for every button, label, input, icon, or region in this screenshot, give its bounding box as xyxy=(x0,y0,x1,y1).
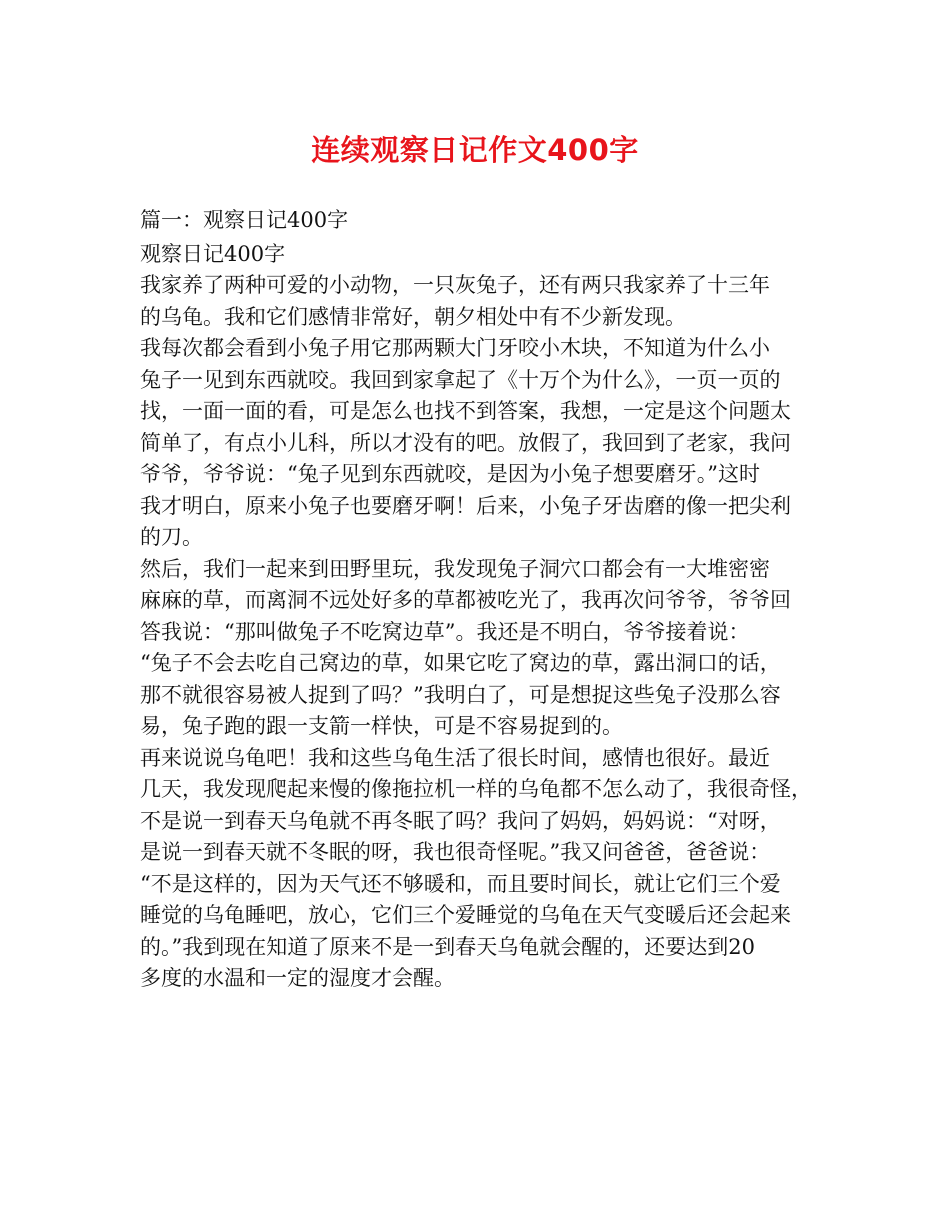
text-line: 简单了，有点小儿科，所以才没有的吧。放假了，我回到了老家，我问 xyxy=(140,430,791,455)
text-line: 兔子一见到东西就咬。我回到家拿起了《十万个为什么》，一页一页的 xyxy=(140,367,781,392)
text-line: 不是说一到春天乌龟就不再冬眠了吗？我问了妈妈，妈妈说：“对呀， xyxy=(140,808,781,833)
section-heading: 篇一：观察日记400字 xyxy=(140,208,349,232)
article-body xyxy=(140,205,812,995)
text-line: 那不就很容易被人捉到了吗？”我明白了，可是想捉这些兔子没那么容 xyxy=(140,682,781,707)
text-line: 几天，我发现爬起来慢的像拖拉机一样的乌龟都不怎么动了，我很奇怪， xyxy=(140,777,812,801)
text-line: “兔子不会去吃自己窝边的草，如果它吃了窝边的草，露出洞口的话， xyxy=(140,651,781,675)
text-line: 的。”我到现在知道了原来不是一到春天乌龟就会醒的，还要达到20 xyxy=(140,934,755,959)
text-line: 我家养了两种可爱的小动物，一只灰兔子，还有两只我家养了十三年 xyxy=(140,273,770,297)
text-line: 的刀。 xyxy=(140,525,203,549)
text-line: 多度的水温和一定的湿度才会醒。 xyxy=(140,966,455,990)
document-title: 连续观察日记作文400字 xyxy=(311,133,639,167)
text-line: 我每次都会看到小兔子用它那两颗大门牙咬小木块，不知道为什么小 xyxy=(140,336,770,360)
text-line: 易，兔子跑的跟一支箭一样快，可是不容易捉到的。 xyxy=(140,714,623,738)
text-line: 的乌龟。我和它们感情非常好，朝夕相处中有不少新发现。 xyxy=(140,304,686,329)
text-line: 睡觉的乌龟睡吧，放心，它们三个爱睡觉的乌龟在天气变暖后还会起来 xyxy=(140,903,791,927)
text-line: 答我说：“那叫做兔子不吃窝边草”。我还是不明白，爷爷接着说： xyxy=(140,619,750,644)
text-line: 然后，我们一起来到田野里玩，我发现兔子洞穴口都会有一大堆密密 xyxy=(140,556,770,581)
text-line: 再来说说乌龟吧！我和这些乌龟生活了很长时间，感情也很好。最近 xyxy=(140,745,770,770)
text-line: “不是这样的，因为天气还不够暖和，而且要时间长，就让它们三个爱 xyxy=(140,871,781,896)
text-line: 是说一到春天就不冬眠的呀，我也很奇怪呢。”我又问爸爸，爸爸说： xyxy=(140,840,771,864)
text-line: 麻麻的草，而离洞不远处好多的草都被吃光了，我再次问爷爷，爷爷回 xyxy=(140,588,791,612)
article-subtitle: 观察日记400字 xyxy=(140,241,286,266)
text-line: 找，一面一面的看，可是怎么也找不到答案，我想，一定是这个问题太 xyxy=(140,399,791,423)
text-line: 爷爷，爷爷说：“兔子见到东西就咬，是因为小兔子想要磨牙。”这时 xyxy=(140,462,760,486)
text-line: 我才明白，原来小兔子也要磨牙啊！后来，小兔子牙齿磨的像一把尖利 xyxy=(140,493,791,518)
